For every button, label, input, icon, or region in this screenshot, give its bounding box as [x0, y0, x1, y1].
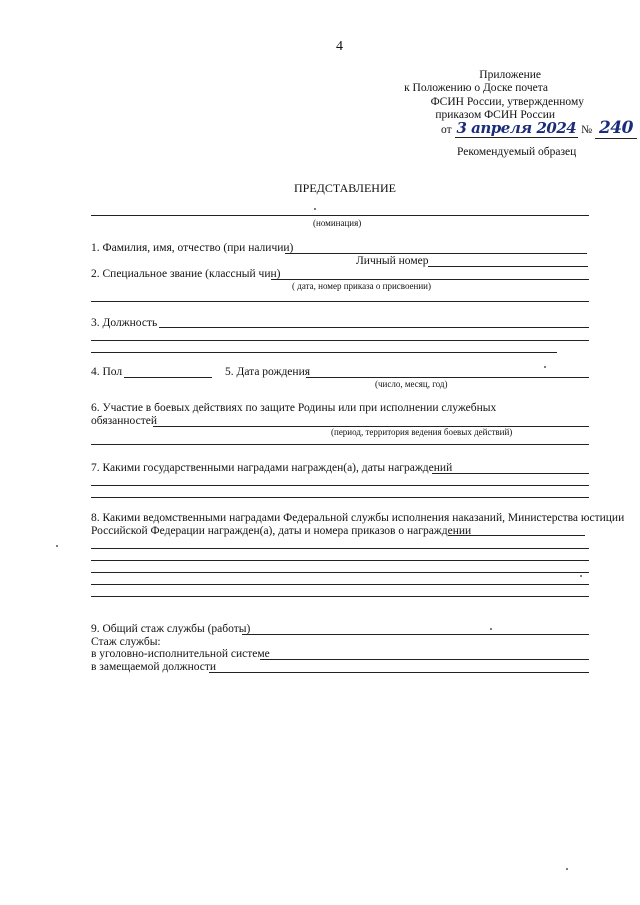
field-5-caption: (число, месяц, год) — [375, 379, 448, 389]
state-awards-line-3[interactable] — [91, 497, 589, 498]
scan-speck — [314, 208, 316, 210]
from-label: от — [441, 124, 452, 136]
field-6-label-line-1: 6. Участие в боевых действиях по защите Родины или при исполнении служебных — [91, 402, 497, 414]
field-4-label: 4. Пол — [91, 366, 123, 378]
field-2-label: 2. Специальное звание (классный чин) — [91, 268, 281, 280]
position-line[interactable] — [159, 327, 589, 328]
position-line-2[interactable] — [91, 340, 589, 341]
departmental-awards-line-4[interactable] — [91, 572, 589, 573]
scan-speck — [490, 628, 492, 630]
field-2-caption: ( дата, номер приказа о присвоении) — [292, 281, 431, 291]
scan-speck — [544, 366, 546, 368]
departmental-awards-line-2[interactable] — [91, 548, 589, 549]
position-line-3[interactable] — [91, 352, 557, 353]
appendix-line-1: Приложение — [479, 69, 541, 81]
appendix-date-row — [441, 118, 637, 138]
service-position-label: в замещаемой должности — [91, 661, 217, 673]
birth-date-line[interactable] — [306, 377, 589, 378]
scan-speck — [56, 545, 58, 547]
nomination-caption: (номинация) — [313, 218, 362, 228]
appendix-line-4: приказом ФСИН России — [435, 109, 555, 121]
departmental-awards-line[interactable] — [448, 535, 585, 536]
field-8-label-line-2: Российской Федерации награжден(а), даты и номера приказов о награждении — [91, 525, 472, 537]
service-penal-line[interactable] — [260, 659, 589, 660]
field-7-label: 7. Какими государственными наградами награжден(а), даты награждений — [91, 462, 453, 474]
total-service-line[interactable] — [242, 634, 589, 635]
combat-line-2[interactable] — [91, 444, 589, 445]
scan-speck — [566, 868, 568, 870]
service-penal-label: в уголовно-исполнительной системе — [91, 648, 270, 660]
field-9-label: 9. Общий стаж службы (работы) — [91, 623, 251, 635]
field-8-label-line-1: 8. Какими ведомственными наградами Федеральной службы исполнения наказаний, Министерства юстиции — [91, 512, 625, 524]
field-6-label-line-2: обязанностей — [91, 415, 157, 427]
departmental-awards-line-3[interactable] — [91, 560, 589, 561]
special-rank-line-2[interactable] — [91, 301, 589, 302]
state-awards-line-2[interactable] — [91, 485, 589, 486]
departmental-awards-line-5[interactable] — [91, 584, 589, 585]
field-5-label: 5. Дата рождения — [225, 366, 311, 378]
personal-number-label: Личный номер — [356, 255, 429, 267]
personal-number-line[interactable] — [428, 266, 588, 267]
gender-line[interactable] — [124, 377, 212, 378]
handwritten-date: 3 апреля 2024 — [456, 119, 577, 137]
scan-speck — [580, 575, 582, 577]
recommended-sample: Рекомендуемый образец — [457, 146, 577, 158]
departmental-awards-line-6[interactable] — [91, 596, 589, 597]
appendix-line-2: к Положению о Доске почета — [404, 82, 548, 94]
field-6-caption: (период, территория ведения боевых действий) — [331, 427, 513, 437]
full-name-line[interactable] — [285, 253, 587, 254]
handwritten-number: 240 — [595, 118, 637, 139]
document-title: ПРЕДСТАВЛЕНИЕ — [294, 181, 396, 195]
special-rank-line[interactable] — [271, 279, 589, 280]
number-label: № — [581, 124, 593, 136]
appendix-line-3: ФСИН России, утвержденному — [430, 96, 584, 108]
field-3-label: 3. Должность — [91, 317, 158, 329]
field-1-label: 1. Фамилия, имя, отчество (при наличии) — [91, 242, 294, 254]
service-position-line[interactable] — [209, 672, 589, 673]
state-awards-line[interactable] — [432, 473, 589, 474]
nomination-line[interactable] — [91, 215, 589, 216]
service-label: Стаж службы: — [91, 636, 161, 648]
page-number: 4 — [336, 39, 343, 54]
